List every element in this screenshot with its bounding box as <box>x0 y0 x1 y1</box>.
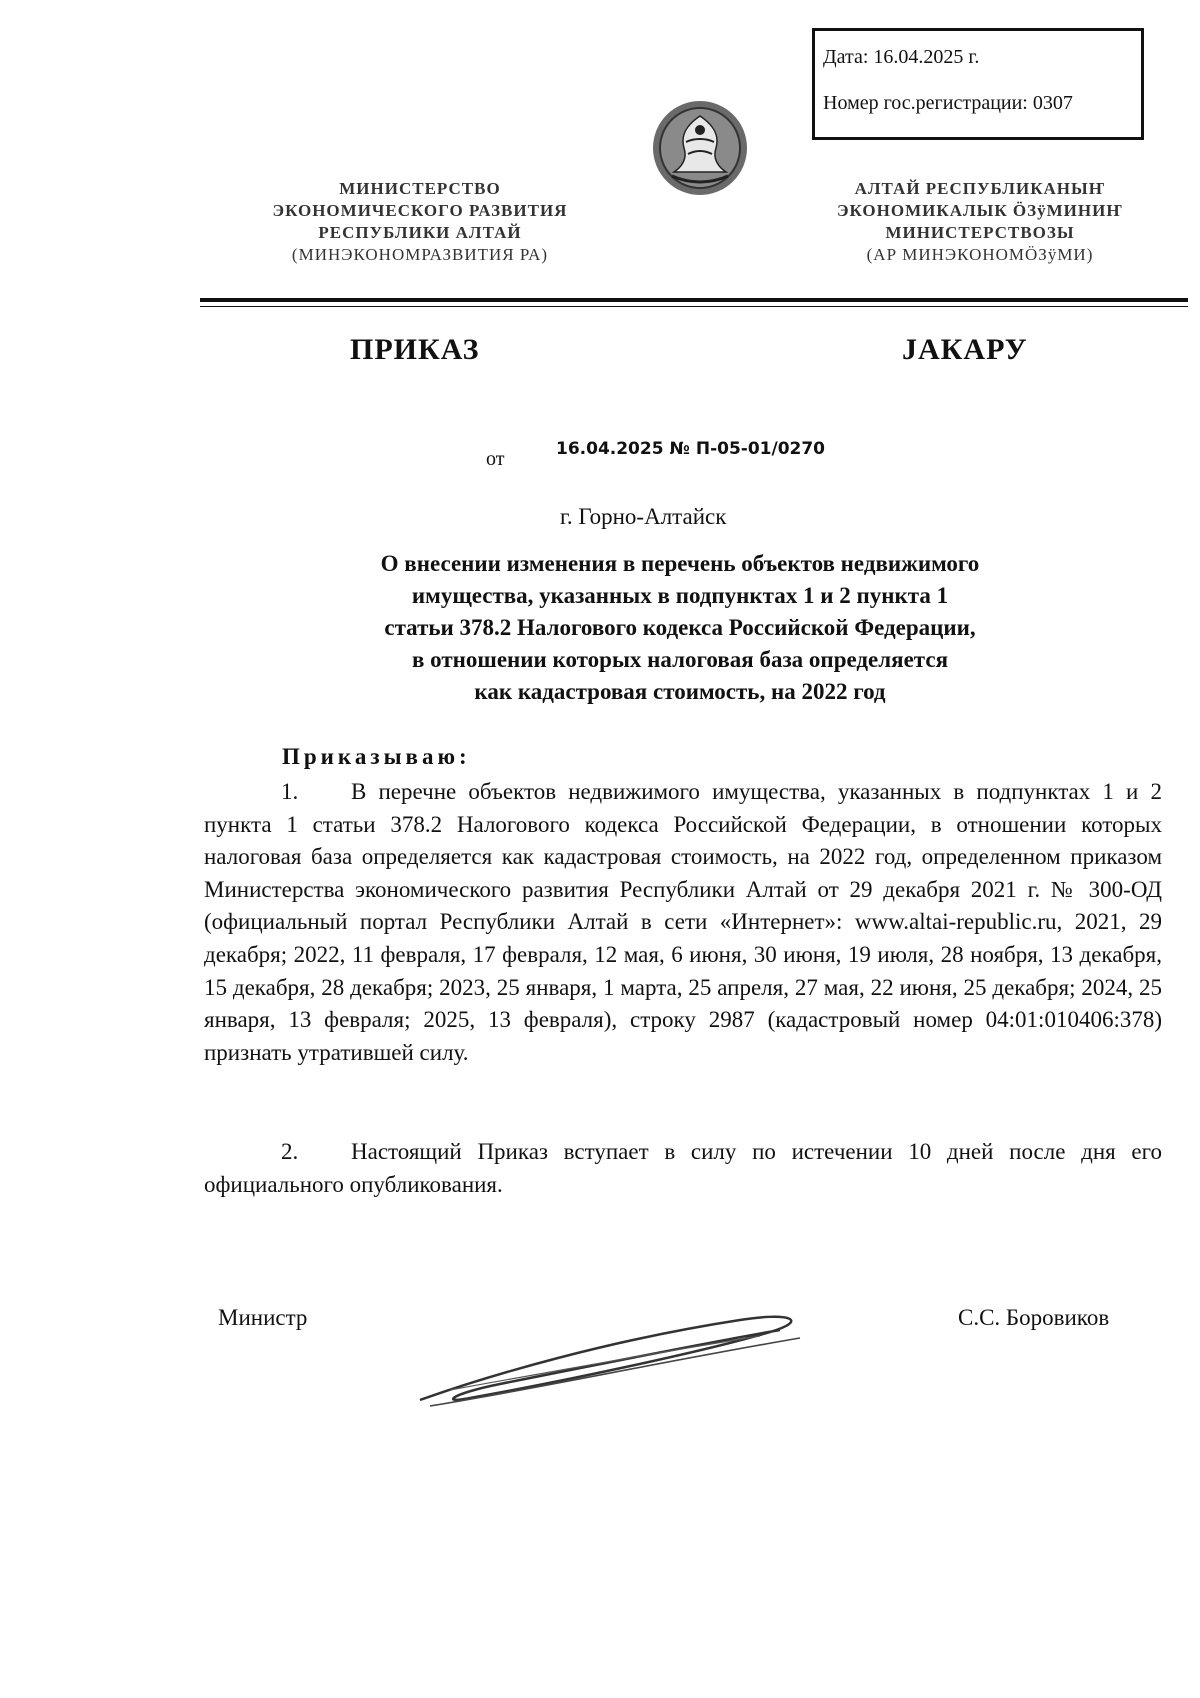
registration-number-value: 0307 <box>1032 92 1073 114</box>
document-heading <box>280 548 1080 708</box>
coat-of-arms-icon <box>650 98 750 198</box>
header-divider-thick <box>200 298 1188 302</box>
heading-line: как кадастровая стоимость, на 2022 год <box>474 679 886 704</box>
ministry-ru-line1: МИНИСТЕРСТВО <box>339 179 501 198</box>
ministry-header-ru <box>220 178 620 266</box>
registration-date-value: 16.04.2025 г. <box>873 46 980 68</box>
order-from-label: от <box>486 448 505 470</box>
heading-line: О внесении изменения в перечень объектов недвижимого <box>380 551 980 576</box>
decree-label: Приказываю: <box>282 744 471 769</box>
registration-number-row <box>823 93 1133 113</box>
heading-line: имущества, указанных в подпунктах 1 и 2 пункта 1 <box>411 583 949 608</box>
ministry-ru-line2: ЭКОНОМИЧЕСКОГО РАЗВИТИЯ <box>272 201 568 220</box>
paragraph-1 <box>204 776 1162 1069</box>
document-title-alt: ЈАКАРУ <box>902 333 1028 366</box>
paragraph-2 <box>204 1136 1162 1201</box>
header-divider-thin <box>200 306 1188 307</box>
ministry-ru-abbr: (МИНЭКОНОМРАЗВИТИЯ РА) <box>291 245 549 264</box>
signature <box>410 1280 830 1420</box>
ministry-alt-abbr: (АР МИНЭКОНОМÖЗÿМИ) <box>866 245 1094 264</box>
ministry-alt-line3: МИНИСТЕРСТВОЗЫ <box>885 223 1075 242</box>
order-number: 16.04.2025 № П-05-01/0270 <box>556 439 826 459</box>
paragraph-text: В перечне объектов недвижимого имущества, указанных в подпунктах 1 и 2 пункта 1 статьи 378.2 Налогового кодекса Российской Федерации, в отношении которых налоговая база определяется как кадастровая стоимость, на 2022 год, определенном приказом Министерства экономического развития Республики Алтай от 29 декабря 2021 г. № 300-ОД (официальный портал Республики Алтай в сети «Интернет»: www.altai-republic.ru, 2021, 29 декабря; 2022, 11 февраля, 17 февраля, 12 мая, 6 июня, 30 июня, 19 июля, 28 ноября, 13 декабря, 15 декабря, 28 декабря; 2023, 25 января, 1 марта, 25 апреля, 27 мая, 22 июня, 25 декабря; 2024, 25 января, 13 февраля; 2025, 13 февраля), строку 2987 (кадастровый номер 04:01:010406:378) признать утратившей силу. <box>204 779 1162 1065</box>
ministry-alt-line2: ЭКОНОМИКАЛЫК ÖЗÿМИНИҤ <box>837 201 1123 220</box>
paragraph-number: 1. <box>281 779 299 804</box>
ministry-alt-line1: АЛТАЙ РЕСПУБЛИКАНЫҤ <box>854 179 1106 198</box>
signer-name: С.С. Боровиков <box>958 1305 1110 1330</box>
registration-number-label: Номер гос.регистрации: <box>823 92 1028 114</box>
paragraph-text: Настоящий Приказ вступает в силу по истечении 10 дней после дня его официального опубликования. <box>204 1139 1162 1197</box>
registration-box <box>812 28 1144 140</box>
signer-position: Министр <box>218 1305 308 1330</box>
paragraph-number: 2. <box>281 1139 299 1164</box>
heading-line: в отношении которых налоговая база определяется <box>411 647 949 672</box>
ministry-header-alt <box>790 178 1170 266</box>
heading-line: статьи 378.2 Налогового кодекса Российской Федерации, <box>384 615 976 640</box>
city: г. Горно-Алтайск <box>560 504 727 529</box>
document-title-ru: ПРИКАЗ <box>350 333 480 366</box>
registration-date-row <box>823 47 1133 67</box>
registration-date-label: Дата: <box>823 46 869 68</box>
ministry-ru-line3: РЕСПУБЛИКИ АЛТАЙ <box>318 223 522 242</box>
